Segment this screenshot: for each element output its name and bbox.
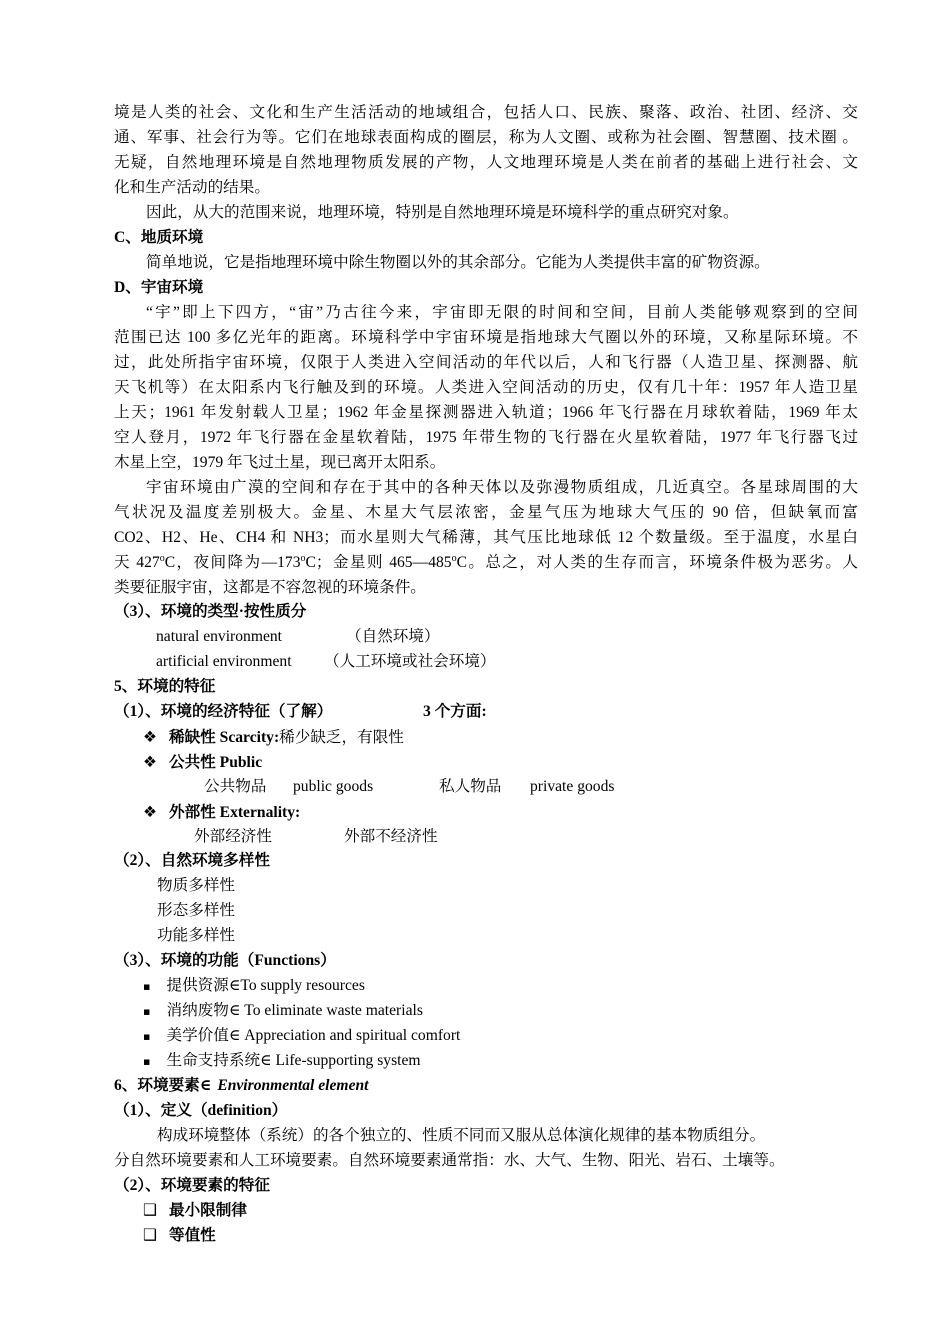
list-item [143,976,365,997]
feature-text: 等值性 [168,1227,216,1244]
paragraph-line: “宇”即上下四方，“宙”乃古往今来，宇宙即无限的时间和空间，目前人类能够观察到的空间 [146,304,858,321]
list-item [143,1200,247,1221]
scarcity-label: 稀缺性 Scarcity: [168,729,280,746]
public-label: 公共性 Public [168,754,263,771]
list-item: 物质多样性 [157,877,235,894]
section-heading: C、地质环境 [114,229,204,246]
subsection-heading: （1）、环境的经济特征（了解） [114,703,333,720]
function-text: 提供资源∈To supply resources [166,977,365,994]
degree-sup: o [159,553,165,564]
diamond-bullet-icon: ❖ [143,803,157,821]
text-run: C，夜间降为—173 [164,554,301,571]
list-item [143,1225,216,1246]
diamond-bullet-icon: ❖ [143,728,157,746]
scarcity-item [143,727,404,748]
paragraph-line: 因此，从大的范围来说，地理环境，特别是自然地理环境是环境科学的重点研究对象。 [146,204,739,221]
private-goods-en: private goods [530,778,615,795]
temperature-line [114,553,858,573]
list-item [143,1001,423,1022]
paragraph-line: 化和生产活动的结果。 [114,179,270,196]
subsection-heading: （1）、定义（definition） [114,1102,288,1119]
degree-sup: o [451,553,457,564]
square-bullet-icon: ▪ [143,1005,151,1018]
function-text: 消纳废物∈ To eliminate waste materials [166,1002,423,1019]
feature-text: 最小限制律 [168,1202,247,1219]
subsection-heading: （2）、环境要素的特征 [114,1177,270,1194]
subsection-heading: （3）、环境的类型·按性质分 [114,603,307,620]
private-goods-zh: 私人物品 [439,778,502,795]
section-heading: D、宇宙环境 [114,279,204,296]
paragraph-line: 宇宙环境由广漠的空间和存在于其中的各种天体以及弥漫物质组成，几近真空。各星球周围的大 [146,479,858,496]
scarcity-text: 稀少缺乏，有限性 [279,729,404,746]
square-bullet-icon: ▪ [143,1030,151,1043]
function-text: 生命支持系统∈ Life-supporting system [166,1052,421,1069]
paragraph-line: 简单地说，它是指地理环境中除生物圈以外的其余部分。它能为人类提供丰富的矿物资源。 [146,254,770,271]
externality-item [143,802,300,823]
paragraph-line: 范围已达 100 多亿光年的距离。环境科学中宇宙环境是指地球大气圈以外的环境，又称星际环境。不 [114,329,858,346]
text-run: C。总之，对人类的生存而言，环境条件极为恶劣。人 [456,554,858,571]
aspects-count: 3 个方面: [423,703,487,720]
public-item [143,752,262,773]
paragraph-line: 境是人类的社会、文化和生产生活活动的地域组合，包括人口、民族、聚落、政治、社团、经济、交 [114,104,858,121]
paragraph-line: 上天；1961 年发射载人卫星；1962 年金星探测器进入轨道；1966 年飞行器在月球软着陆，1969 年太 [114,404,858,421]
list-item [143,1026,460,1047]
paragraph-line: 过，此处所指宇宙环境，仅限于人类进入空间活动的年代以后，人和飞行器（人造卫星、探测器、航 [114,354,858,371]
subsection-heading: （3）、环境的功能（Functions） [114,952,336,969]
subsection-heading: （2）、自然环境多样性 [114,852,270,869]
paragraph-line: 天飞机等）在太阳系内飞行触及到的环境。人类进入空间活动的历史，仅有几十年：1957 年人造卫星 [114,379,858,396]
list-item: 功能多样性 [157,927,235,944]
checkbox-bullet-icon: ❑ [143,1201,157,1219]
paragraph-line: 无疑，自然地理环境是自然地理物质发展的产物，人文地理环境是人类在前者的基础上进行社会、文 [114,154,858,171]
heading-en: Environmental element [217,1077,369,1094]
public-goods-en: public goods [293,778,374,795]
text-run: 天 427 [114,554,160,571]
section-heading [114,1076,369,1096]
type-en: natural environment [156,628,283,645]
paragraph-line: 分自然环境要素和人工环境要素。自然环境要素通常指：水、大气、生物、阳光、岩石、土壤等。 [114,1152,785,1169]
paragraph-line: CO2、H2、He、CH4 和 NH3；而水星则大气稀薄，其气压比地球低 12 个数量级。至于温度，水星白 [114,529,858,546]
external-diseconomy: 外部不经济性 [344,828,438,845]
paragraph-line: 构成环境整体（系统）的各个独立的、性质不同而又服从总体演化规律的基本物质组分。 [157,1127,766,1144]
diamond-bullet-icon: ❖ [143,753,157,771]
function-text: 美学价值∈ Appreciation and spiritual comfort [166,1027,461,1044]
type-en: artificial environment [156,653,292,670]
public-goods-zh: 公共物品 [204,778,267,795]
paragraph-line: 通、军事、社会行为等。它们在地球表面构成的圈层，称为人文圈、或称为社会圈、智慧圈、技术圈 。 [114,129,858,146]
paragraph-line: 类要征服宇宙，这都是不容忽视的环境条件。 [114,579,426,596]
text-run: C；金星则 465—485 [305,554,452,571]
list-item [143,1051,421,1072]
paragraph-line: 空人登月，1972 年飞行器在金星软着陆，1975 年带生物的飞行器在火星软着陆，1977 年飞行器飞过 [114,429,858,446]
external-economy: 外部经济性 [194,828,272,845]
section-heading: 5、环境的特征 [114,678,216,695]
list-item: 形态多样性 [157,902,235,919]
checkbox-bullet-icon: ❑ [143,1226,157,1244]
heading-zh: 6、环境要素∈ [114,1077,212,1094]
degree-sup: o [300,553,306,564]
paragraph-line: 木星上空，1979 年飞过土星，现已离开太阳系。 [114,454,446,471]
paragraph-line: 气状况及温度差别极大。金星、木星大气层浓密，金星气压为地球大气压的 90 倍，但缺氧而富 [114,504,858,521]
type-zh: （自然环境） [346,628,440,645]
externality-label: 外部性 Externality: [168,804,301,821]
square-bullet-icon: ▪ [143,980,151,993]
type-zh: （人工环境或社会环境） [324,653,496,670]
square-bullet-icon: ▪ [143,1055,151,1068]
